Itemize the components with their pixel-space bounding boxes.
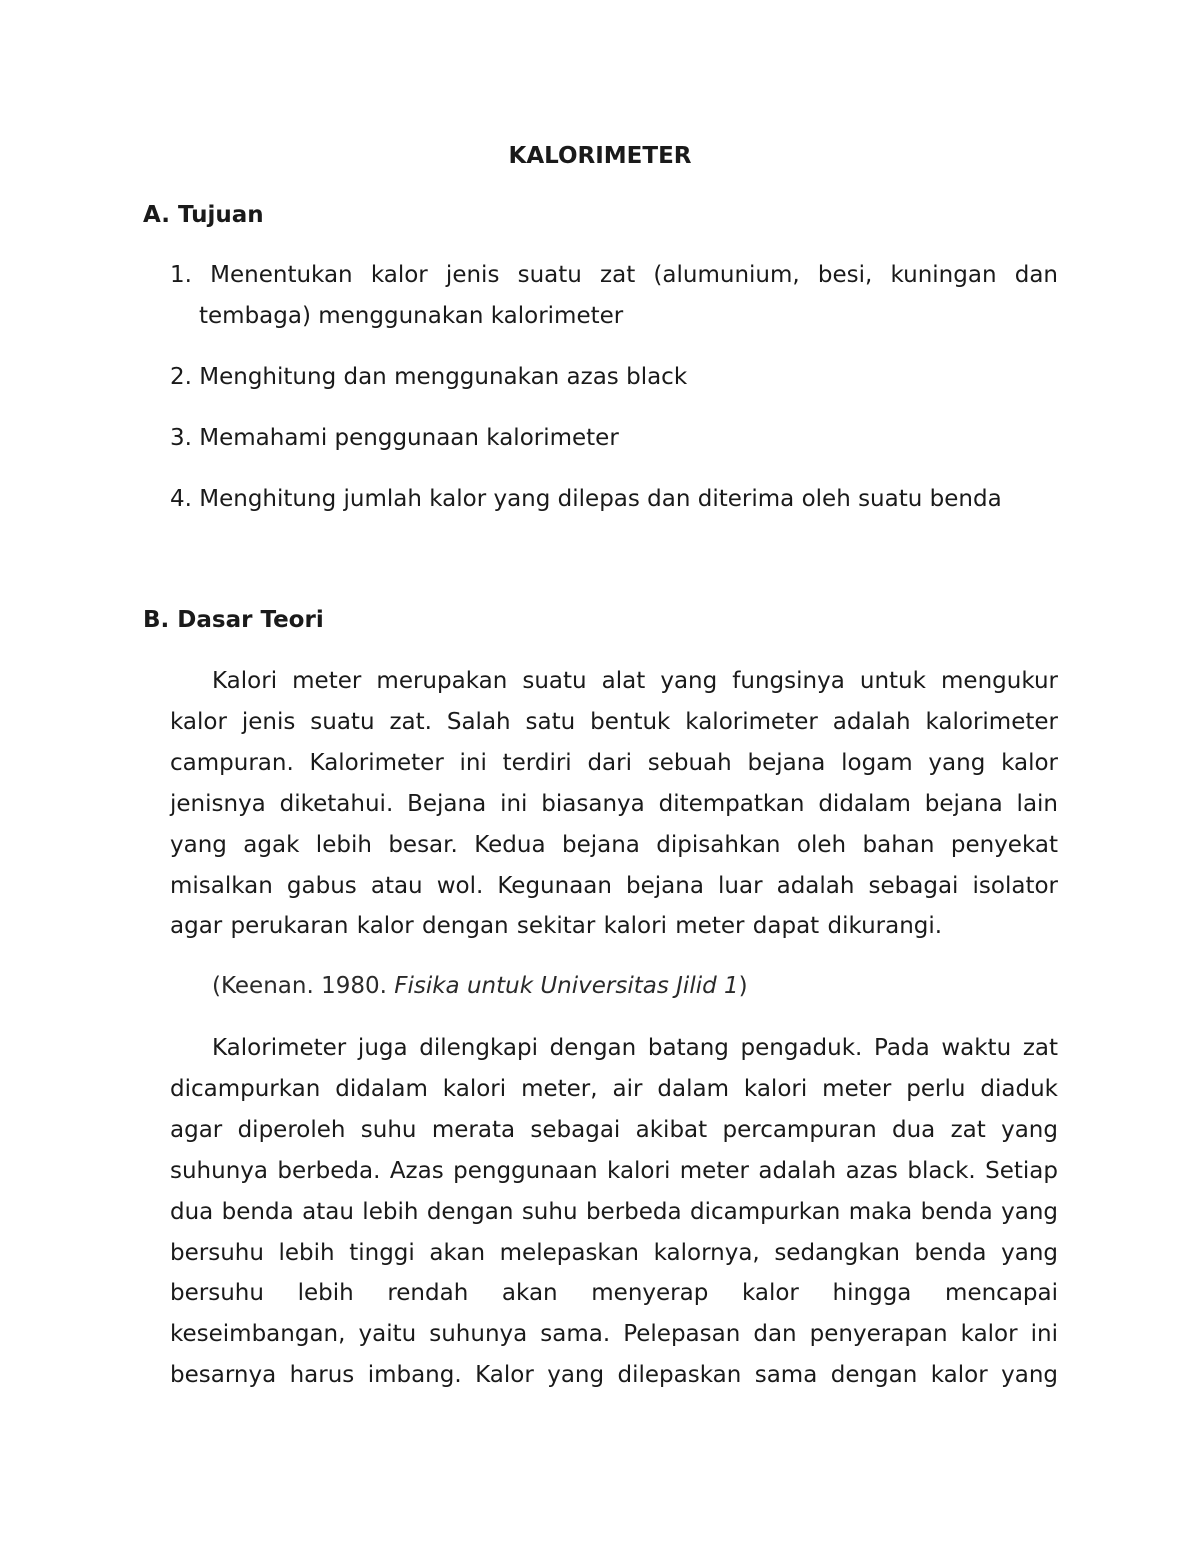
list-item-1-line1 (170, 255, 1058, 296)
document-title: KALORIMETER (508, 143, 692, 169)
list-item-3-text: Memahami penggunaan kalorimeter (191, 425, 619, 451)
citation-close: ) (738, 973, 748, 999)
list-item-2 (170, 357, 1058, 398)
list-item-2-number: 2. (170, 364, 192, 390)
citation-book-title: Fisika untuk Universitas Jilid 1 (394, 973, 739, 999)
list-item-4-number: 4. (170, 486, 192, 512)
list-item-1-line2: tembaga) menggunakan kalorimeter (199, 303, 624, 329)
section-b-heading: B. Dasar Teori (143, 607, 324, 633)
list-item-1-number: 1. (170, 262, 192, 288)
list-item-2-text: Menghitung dan menggunakan azas black (191, 364, 688, 390)
citation (212, 970, 748, 1002)
list-item-4-text: Menghitung jumlah kalor yang dilepas dan diterima oleh suatu benda (191, 486, 1002, 512)
list-item-1 (170, 255, 1058, 337)
list-item-1-text: Menentukan kalor jenis suatu zat (alumunium, besi, kuningan dan (191, 262, 1058, 288)
section-a-heading: A. Tujuan (143, 202, 264, 228)
paragraph-dasar-teori-2: Kalorimeter juga dilengkapi dengan batang pengaduk. Pada waktu zat dicampurkan didalam kalori meter, air dalam kalori meter perlu diaduk agar diperoleh suhu merata sebagai akibat percampuran dua zat yang suhunya berbeda. Azas penggunaan kalori meter adalah azas black. Setiap dua benda atau lebih dengan suhu berbeda dicampurkan maka benda yang bersuhu lebih tinggi akan melepaskan kalornya, sedangkan benda yang bersuhu lebih rendah akan menyerap kalor hingga mencapai keseimbangan, yaitu suhunya sama. Pelepasan dan penyerapan kalor ini besarnya harus imbang. Kalor yang dilepaskan sama dengan kalor yang (170, 1035, 1058, 1389)
list-item-3-number: 3. (170, 425, 192, 451)
list-item-3 (170, 418, 1058, 459)
citation-open: (Keenan. 1980. (212, 973, 395, 999)
list-item-4 (170, 479, 1058, 520)
paragraph-dasar-teori-1: Kalori meter merupakan suatu alat yang fungsinya untuk mengukur kalor jenis suatu zat. Salah satu bentuk kalorimeter adalah kalorimeter campuran. Kalorimeter ini terdiri dari sebuah bejana logam yang kalor jenisnya diketahui. Bejana ini biasanya ditempatkan didalam bejana lain yang agak lebih besar. Kedua bejana dipisahkan oleh bahan penyekat misalkan gabus atau wol. Kegunaan bejana luar adalah sebagai isolator agar perukaran kalor dengan sekitar kalori meter dapat dikurangi. (170, 668, 1058, 940)
